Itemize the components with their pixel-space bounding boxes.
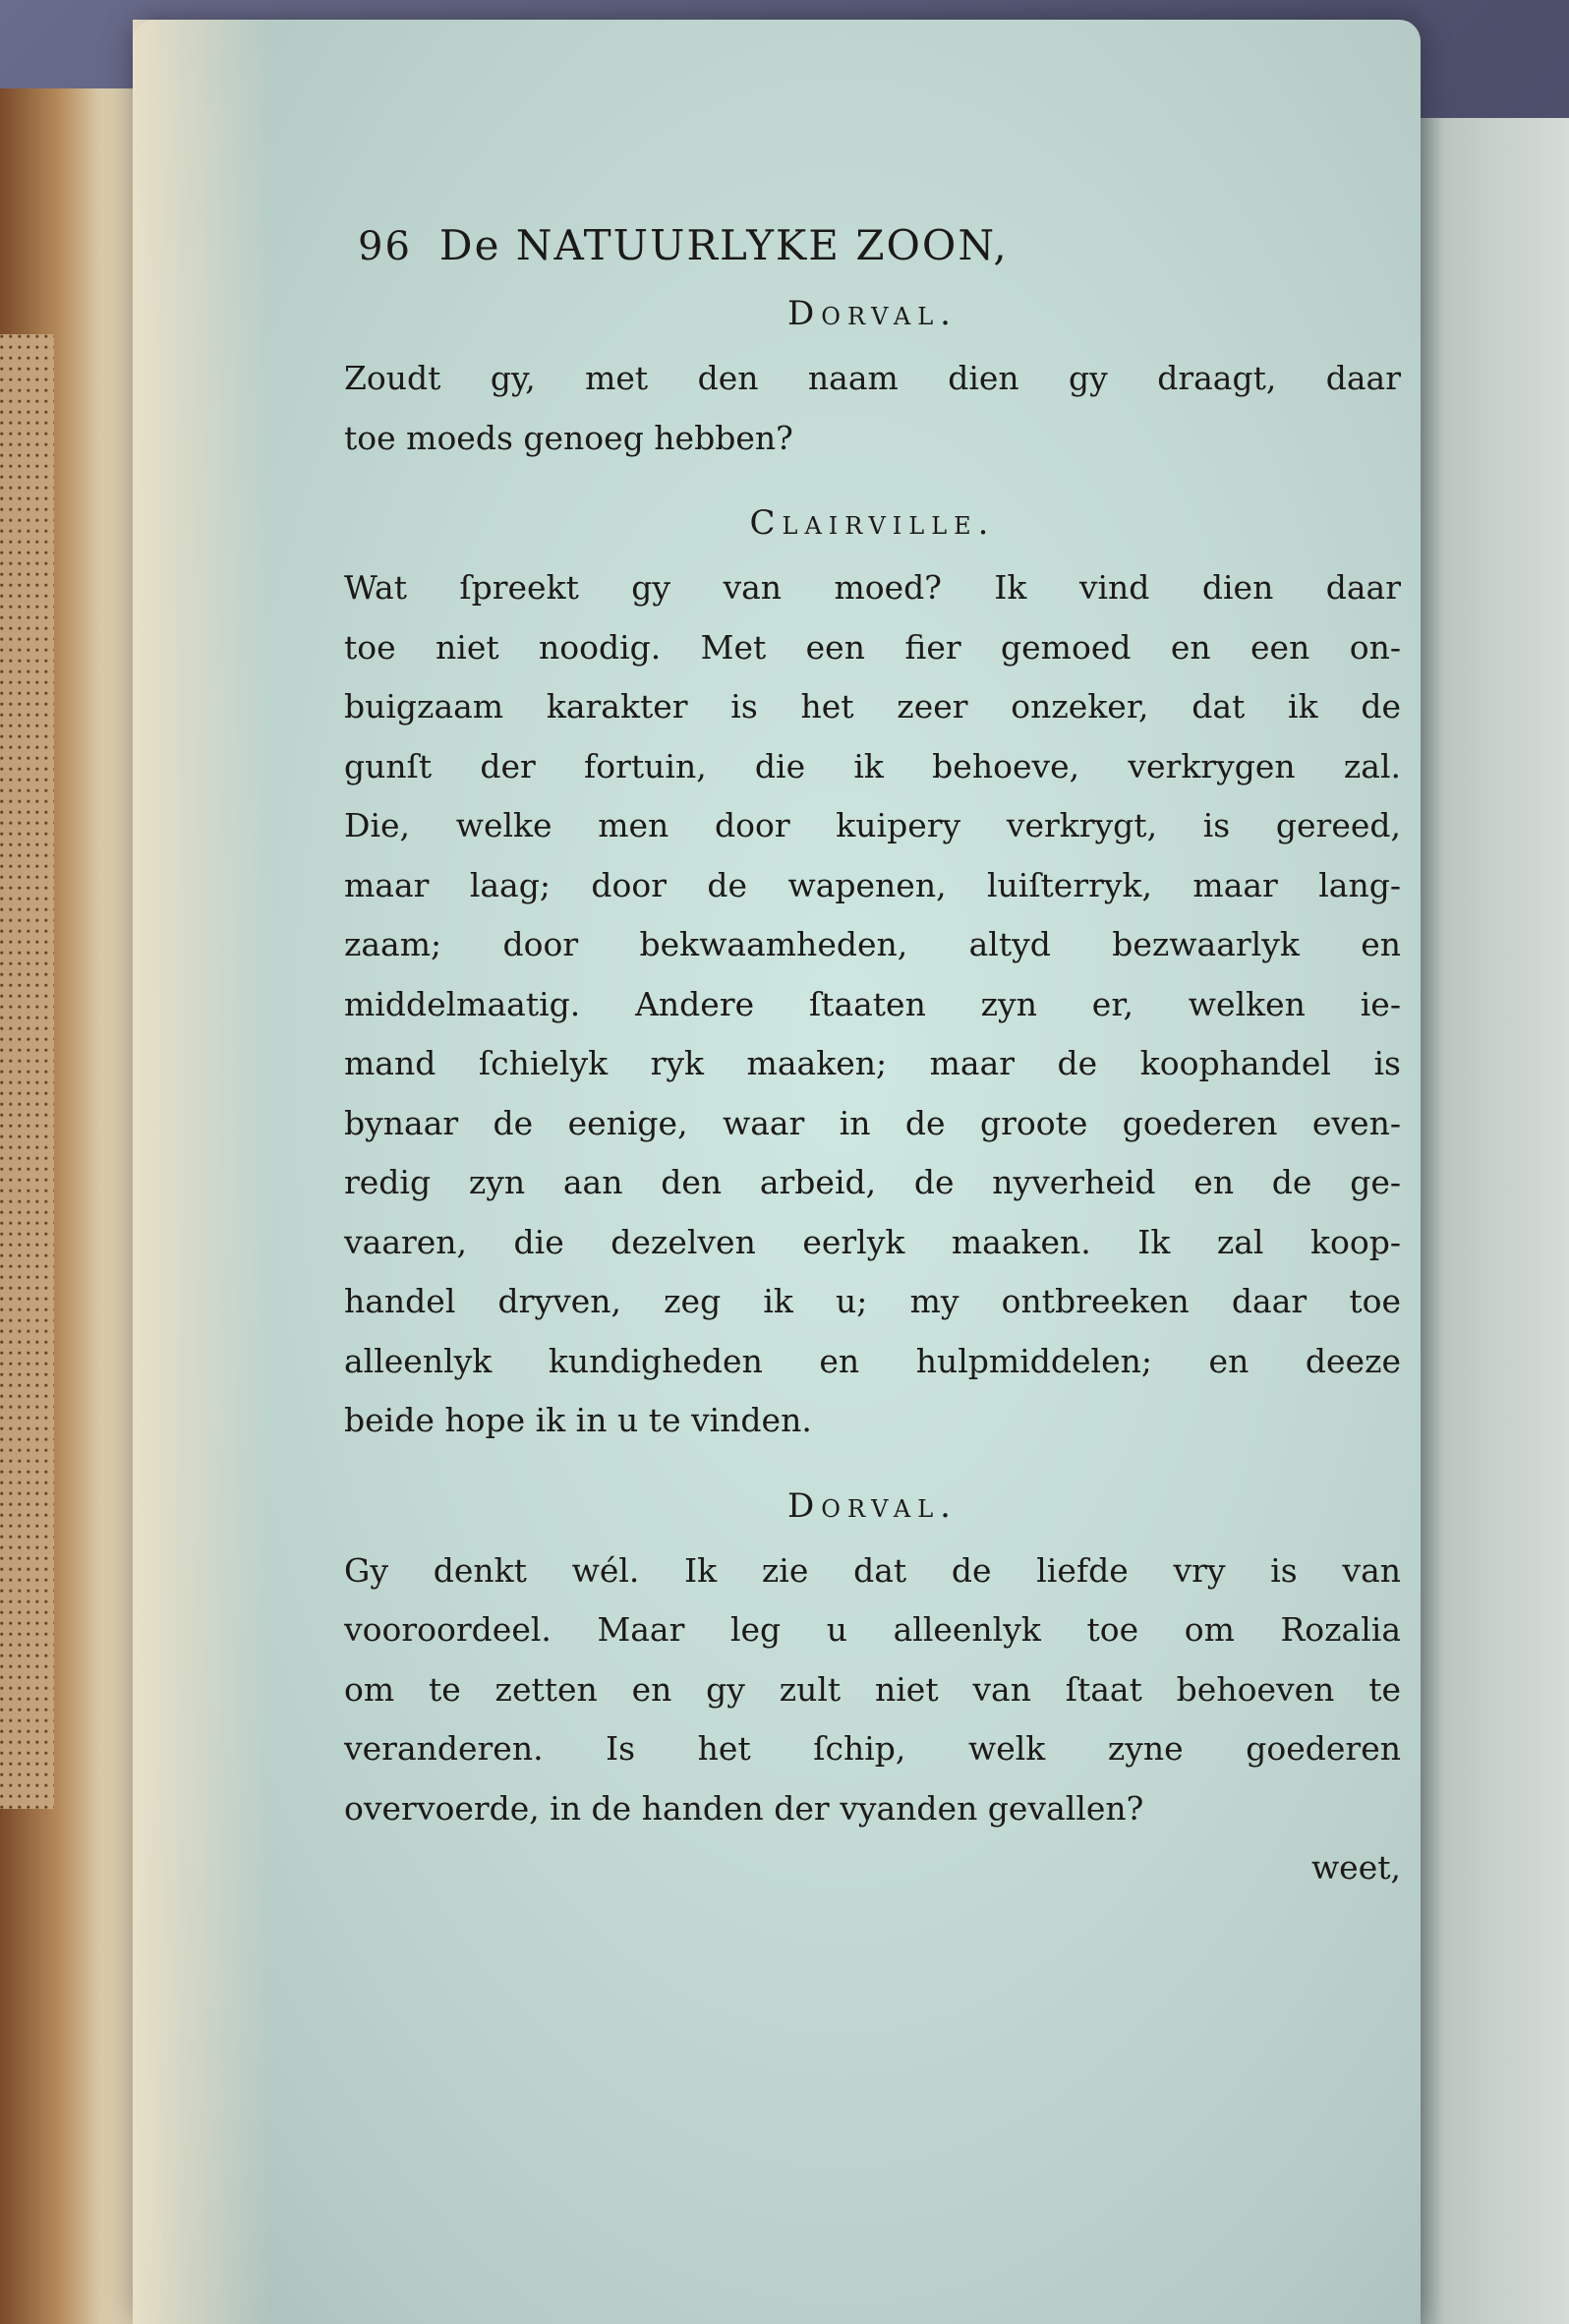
page-number: 96 [358,224,412,269]
text-line: zaam; door bekwaamheden, altyd bezwaarlyk en [344,925,1401,963]
text-line: toe moeds genoeg hebben? [344,418,793,457]
speech-paragraph [344,1541,1401,1839]
section-gap [344,1451,1401,1469]
text-line: toe niet noodig. Met een fier gemoed en een on- [344,627,1401,667]
text-line: Die, welke men door kuipery verkrygt, is gereed, [344,806,1401,844]
speech-paragraph [344,558,1401,1451]
text-line: Wat ſpreekt gy van moed? Ik vind dien daar [344,568,1401,607]
dialogue [344,284,1401,1838]
text-line: veranderen. Is het ſchip, welk zyne goederen [344,1729,1401,1768]
text-line: vaaren, die dezelven eerlyk maaken. Ik zal koop- [344,1222,1401,1261]
text-line: middelmaatig. Andere ſtaaten zyn er, welken ie- [344,984,1401,1023]
text-line: om te zetten en gy zult niet van ſtaat behoeven te [344,1669,1401,1709]
running-header [358,216,1401,276]
running-title: De NATUURLYKE ZOON, [438,221,1009,269]
speckled-edge [0,334,54,1809]
text-line: handel dryven, zeg ik u; my ontbreeken daar toe [344,1282,1401,1320]
text-line: redig zyn aan den arbeid, de nyverheid en de ge- [344,1163,1401,1201]
text-line: buigzaam karakter is het zeer onzeker, dat ik de [344,687,1401,726]
text-line: beide hope ik in u te vinden. [344,1401,812,1439]
facing-page [1402,118,1569,2324]
text-line: maar laag; door de wapenen, luiſterryk, maar lang- [344,865,1401,904]
text-line: alleenlyk kundigheden en hulpmiddelen; en deeze [344,1341,1401,1380]
text-line: bynaar de eenige, waar in de groote goederen even- [344,1103,1401,1142]
speaker-name: Clairville. [749,503,996,543]
page-text [344,216,1401,1897]
speaker-name: Dorval. [787,1485,958,1526]
speech-paragraph [344,349,1401,468]
text-line: overvoerde, in de handen der vyanden gevallen? [344,1788,1144,1828]
catchword: weet, [1310,1848,1401,1887]
text-line: Zoudt gy, met den naam dien gy draagt, daar [344,359,1401,397]
text-line: mand ſchielyk ryk maaken; maar de koophandel is [344,1044,1401,1082]
text-line: Gy denkt wél. Ik zie dat de liefde vry is van [344,1550,1401,1590]
text-line: vooroordeel. Maar leg u alleenlyk toe om Rozalia [344,1610,1401,1649]
text-line: gunſt der fortuin, die ik behoeve, verkrygen zal. [344,746,1401,785]
section-gap [344,468,1401,486]
speaker-name: Dorval. [787,294,958,333]
